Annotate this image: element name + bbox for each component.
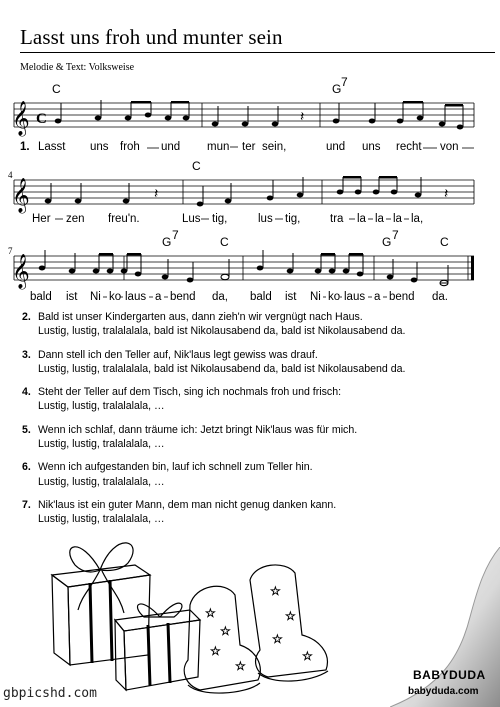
svg-text:☆: ☆: [235, 659, 246, 673]
lyric-syllable: lus: [258, 213, 273, 225]
music-symbol: 𝄽: [444, 187, 449, 202]
chord-superscript: 7: [172, 228, 179, 242]
lyric-syllable: laus: [344, 291, 366, 303]
svg-text:☆: ☆: [285, 609, 296, 623]
page-curl: [390, 547, 500, 707]
lyric-syllable: tra: [330, 213, 344, 225]
verse-line: Steht der Teller auf dem Tisch, sing ich nochmals froh und frisch:: [38, 386, 342, 399]
verse-number: 1.: [20, 141, 30, 153]
lyric-syllable: sein,: [262, 141, 287, 153]
lyric-syllable: Lasst: [38, 141, 66, 153]
music-symbol: 𝄞: [12, 179, 30, 212]
staff-system-1: [12, 75, 474, 153]
chord: C: [192, 159, 201, 173]
verse-number: 2.: [22, 311, 31, 323]
lyric-syllable: recht: [396, 141, 422, 153]
verse-number: 4.: [22, 386, 31, 399]
verse-2: [22, 310, 482, 339]
lyric-syllable: ist: [285, 291, 297, 303]
chord: C: [220, 235, 229, 249]
svg-text:☆: ☆: [205, 606, 216, 620]
verse-refrain: Lustig, lustig, tralalalala, bald ist Nikolausabend da, bald ist Nikolausabend da.: [38, 362, 406, 375]
verse-5: [22, 423, 482, 452]
verse-4: [22, 385, 482, 414]
verse-number: 6.: [22, 461, 31, 474]
measure-number: 7: [8, 246, 13, 256]
time-signature: C: [36, 111, 47, 127]
lyric-syllable: da.: [432, 291, 448, 303]
verse-line: Wenn ich aufgestanden bin, lauf ich schnell zum Teller hin.: [38, 461, 313, 474]
staff-system-3: [8, 228, 474, 303]
verse-3: [22, 348, 482, 377]
lyric-syllable: tig,: [212, 213, 228, 225]
svg-text:☆: ☆: [220, 624, 231, 638]
music-symbol: 𝄽: [154, 187, 159, 202]
chord-superscript: 7: [392, 228, 399, 242]
verse-line: Bald ist unser Kindergarten aus, dann zieh'n wir vergnügt nach Haus.: [38, 311, 363, 323]
verse-line: Nik'laus ist ein guter Mann, dem man nicht genug danken kann.: [38, 498, 337, 511]
lyric-syllable: uns: [362, 141, 381, 153]
brand-logo: BABYDUDA: [413, 668, 486, 682]
verse-refrain: Lustig, lustig, tralalalala, …: [38, 475, 165, 488]
watermark: gbpicshd.com: [3, 686, 97, 701]
svg-text:☆: ☆: [272, 632, 283, 646]
lyric-syllable: tig,: [285, 213, 301, 225]
brand-url[interactable]: babyduda.com: [408, 686, 479, 697]
verse-7: [22, 498, 482, 527]
chord: G: [382, 235, 392, 249]
verse-line: Wenn ich schlaf, dann träume ich: Jetzt bringt Nik'laus was für mich.: [38, 423, 358, 436]
svg-text:☆: ☆: [210, 644, 221, 658]
verse-line: Dann stell ich den Teller auf, Nik'laus legt gewiss was drauf.: [38, 348, 318, 361]
lyric-syllable: la: [393, 213, 402, 225]
lyric-syllable: a: [374, 291, 381, 303]
lyric-syllable: laus: [125, 291, 147, 303]
additional-verses: [22, 310, 482, 536]
lyric-syllable: bend: [170, 291, 196, 303]
svg-text:☆: ☆: [302, 649, 313, 663]
lyric-syllable: a: [155, 291, 162, 303]
credit-line: Melodie & Text: Volksweise: [20, 62, 135, 73]
verse-6: [22, 460, 482, 489]
lyric-syllable: bald: [30, 291, 52, 303]
lyric-syllable: ter: [242, 141, 256, 153]
chord: G: [162, 235, 172, 249]
music-symbol: 𝄽: [300, 110, 305, 125]
verse-refrain: Lustig, lustig, tralalalala, …: [38, 400, 165, 413]
verse-refrain: Lustig, lustig, tralalalala, bald ist Nikolausabend da, bald ist Nikolausabend da.: [38, 325, 406, 338]
lyric-syllable: Ni: [90, 291, 101, 303]
lyric-syllable: uns: [90, 141, 109, 153]
verse-number: 5.: [22, 423, 31, 436]
sheet-music: [0, 0, 500, 310]
treble-clef: 𝄞: [12, 102, 30, 135]
svg-text:☆: ☆: [270, 584, 281, 598]
lyric-syllable: ko: [109, 291, 122, 303]
song-title: Lasst uns froh und munter sein: [20, 25, 283, 49]
lyric-syllable: mun: [207, 141, 230, 153]
music-symbol: 𝄞: [12, 255, 30, 288]
verse-number: 3.: [22, 348, 31, 361]
verse-refrain: Lustig, lustig, tralalalala, …: [38, 438, 165, 451]
lyric-syllable: freu'n.: [108, 213, 140, 225]
staff-system-2: [8, 159, 474, 225]
measure-number: 4: [8, 170, 13, 180]
lyric-syllable: bald: [250, 291, 272, 303]
chord-superscript: 7: [341, 75, 348, 89]
lyric-syllable: la: [375, 213, 384, 225]
lyric-syllable: und: [326, 141, 346, 153]
lyric-syllable: froh: [120, 141, 140, 153]
lyric-syllable: von: [440, 141, 459, 153]
gifts-and-boots-illustration: [40, 525, 340, 705]
lyric-syllable: und: [161, 141, 181, 153]
lyric-syllable: Lus: [182, 213, 201, 225]
verse-refrain: Lustig, lustig, tralalalala, …: [38, 513, 165, 526]
lyric-syllable: la,: [411, 213, 424, 225]
chord: C: [440, 235, 449, 249]
lyric-syllable: da,: [212, 291, 228, 303]
lyric-syllable: ist: [66, 291, 78, 303]
lyric-syllable: zen: [66, 213, 85, 225]
lyric-syllable: ko: [328, 291, 341, 303]
chord: G: [332, 82, 342, 96]
lyric-syllable: Ni: [310, 291, 321, 303]
lyric-syllable: Her: [32, 213, 51, 225]
lyric-syllable: bend: [389, 291, 415, 303]
lyric-syllable: la: [357, 213, 366, 225]
verse-number: 7.: [22, 498, 31, 511]
chord: C: [52, 82, 61, 96]
